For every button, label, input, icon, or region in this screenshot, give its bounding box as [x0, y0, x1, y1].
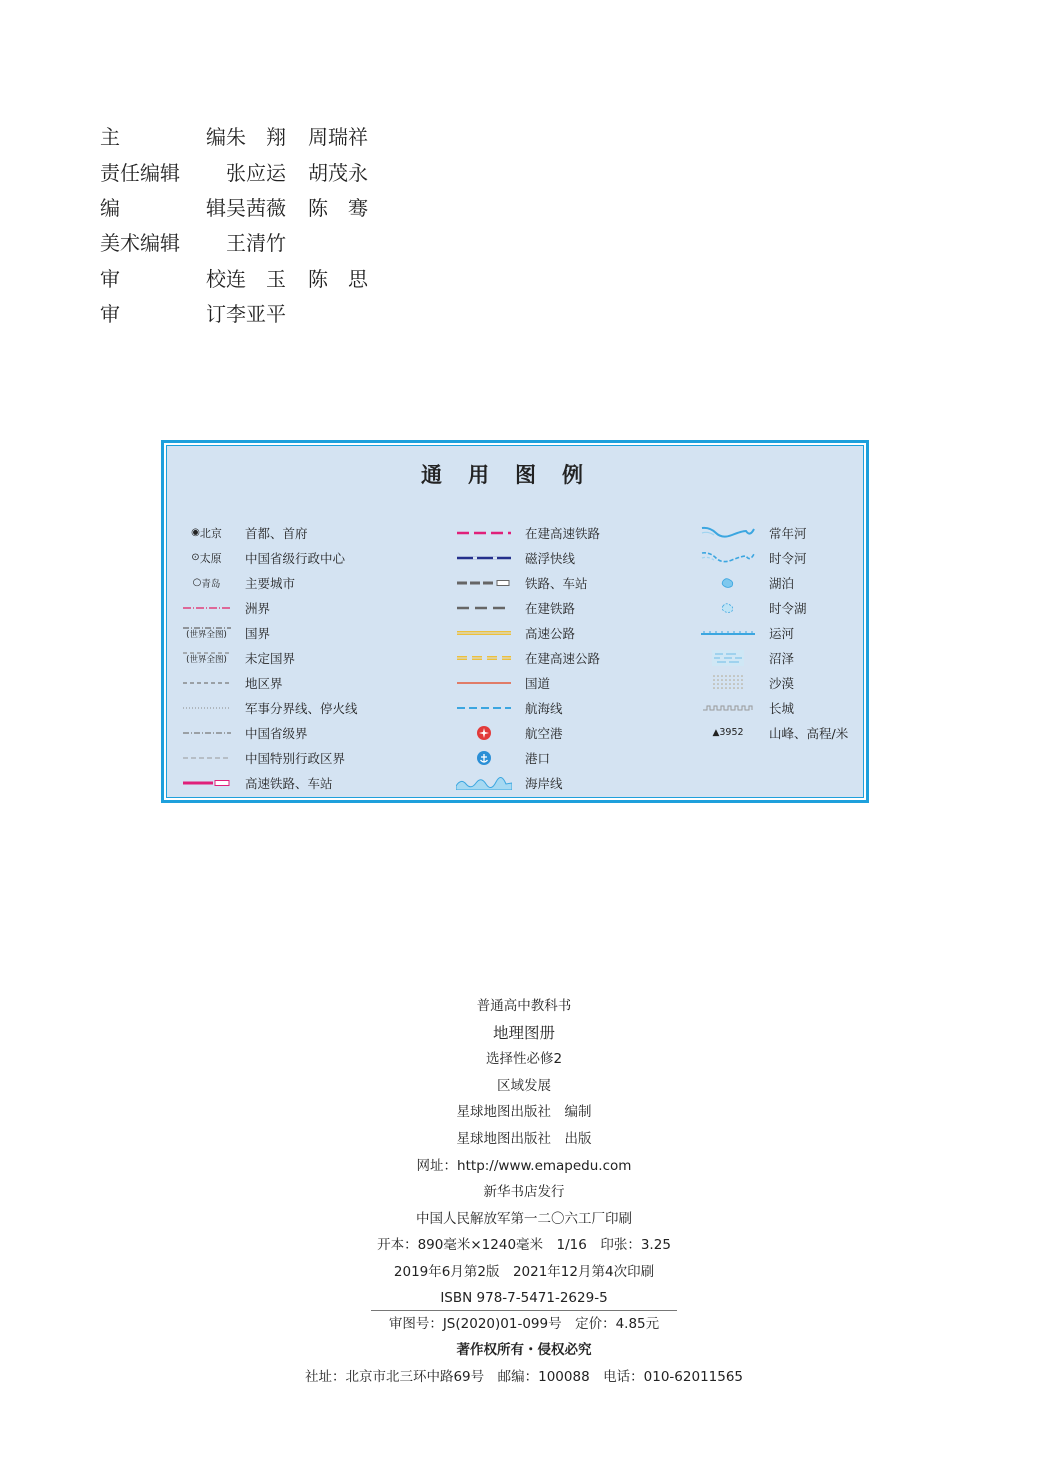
legend-item: 在建高速公路 [454, 645, 600, 670]
national-road-symbol [454, 673, 514, 693]
book-title: 地理图册 [492, 1023, 555, 1042]
national-boundary-symbol: (世界全图) [186, 629, 227, 640]
capital-symbol: ◉ 北京 [191, 526, 222, 540]
credit-row [100, 260, 368, 295]
credit-names: 朱 翔 周瑞祥 [226, 125, 368, 150]
seasonal-river-symbol [698, 548, 758, 568]
credit-names: 李亚平 [226, 302, 286, 327]
edition-info: 2019年6月第2版 2021年12月第4次印刷 [393, 1263, 655, 1280]
legend-item: 沙漠 [698, 670, 848, 695]
sea-route-symbol [454, 698, 514, 718]
legend-item: 港口 [454, 745, 600, 770]
ceasefire-line-symbol [178, 698, 235, 718]
marsh-symbol [698, 648, 758, 668]
credit-role: 责任编辑 [100, 160, 180, 185]
credit-row [100, 189, 368, 224]
region-boundary-symbol [178, 673, 235, 693]
book-subtitle: 选择性必修2 [485, 1051, 563, 1068]
series-name: 普通高中教科书 [476, 998, 572, 1014]
legend-item: 时令河 [698, 545, 848, 570]
legend-item: 中国省级界 [178, 720, 358, 745]
legend-item: 海岸线 [454, 770, 600, 795]
continent-boundary-symbol [178, 598, 235, 618]
legend-title: 通用图例 [421, 463, 609, 487]
website: 网址：http://www.emapedu.com [416, 1157, 632, 1174]
legend-column-3 [698, 520, 848, 745]
lake-icon [698, 573, 758, 593]
credit-row [100, 295, 368, 330]
credit-names: 连 玉 陈 思 [226, 266, 368, 291]
credit-role: 美术编辑 [100, 231, 180, 256]
expressway-symbol [454, 623, 514, 643]
credit-row [100, 153, 368, 188]
great-wall-symbol [698, 698, 758, 718]
coastline-symbol [454, 773, 514, 793]
credit-names: 王清竹 [226, 231, 286, 256]
perennial-river-symbol [698, 523, 758, 543]
major-city-symbol: ○ 青岛 [192, 577, 221, 590]
credit-role: 审 订 [100, 302, 226, 327]
legend-item: 沼泽 [698, 645, 848, 670]
isbn: ISBN 978-7-5471-2629-5 [440, 1289, 608, 1306]
credit-names: 张应运 胡茂永 [226, 160, 368, 185]
seasonal-lake-icon [698, 598, 758, 618]
airport-icon [454, 723, 514, 743]
provincial-capital-symbol: ⊙ 太原 [191, 551, 222, 565]
credits-list [100, 118, 368, 330]
legend-item: 长城 [698, 695, 848, 720]
credit-role: 主 编 [100, 125, 226, 150]
legend-item: 国道 [454, 670, 600, 695]
legend-item: 运河 [698, 620, 848, 645]
mountain-peak-icon: ▲ 3952 [712, 727, 744, 738]
legend-item: 高速铁路、车站 [178, 770, 358, 795]
legend-item: 地区界 [178, 670, 358, 695]
legend-item: 铁路、车站 [454, 570, 600, 595]
credit-row [100, 224, 368, 259]
publisher-address: 社址：北京市北三环中路69号 邮编：100088 电话：010-62011565 [304, 1368, 744, 1385]
maglev-symbol [454, 548, 514, 568]
legend-item: 常年河 [698, 520, 848, 545]
compiler: 星球地图出版社 编制 [456, 1104, 592, 1121]
copyright-notice: 著作权所有・侵权必究 [456, 1342, 592, 1359]
legend-item: 航海线 [454, 695, 600, 720]
legend-item: ◉ 北京 首都、首府 [178, 520, 358, 545]
format-info: 开本：890毫米×1240毫米 1/16 印张：3.25 [377, 1237, 671, 1254]
legend-item: 洲界 [178, 595, 358, 620]
printer: 中国人民解放军第一二〇六工厂印刷 [416, 1210, 632, 1227]
legend-item: 时令湖 [698, 595, 848, 620]
book-topic: 区域发展 [497, 1077, 551, 1094]
sar-boundary-symbol [178, 748, 235, 768]
legend-item: (世界全图) 国界 [178, 620, 358, 645]
copyright-imprint [0, 993, 1048, 1390]
legend-item: 在建铁路 [454, 595, 600, 620]
legend-item: 湖泊 [698, 570, 848, 595]
railway-under-construction-symbol [454, 598, 514, 618]
legend-item: 在建高速铁路 [454, 520, 600, 545]
expressway-under-construction-symbol [454, 648, 514, 668]
legend-item: (世界全图) 未定国界 [178, 645, 358, 670]
publisher: 星球地图出版社 出版 [456, 1130, 592, 1147]
hsr-under-construction-symbol [454, 523, 514, 543]
port-anchor-icon [454, 748, 514, 768]
legend-item: 中国特别行政区界 [178, 745, 358, 770]
credit-row [100, 118, 368, 153]
provincial-boundary-symbol [178, 723, 235, 743]
credit-names: 吴茜薇 陈 骞 [226, 195, 368, 220]
legend-item: 磁浮快线 [454, 545, 600, 570]
legend-item: 军事分界线、停火线 [178, 695, 358, 720]
credit-role: 审 校 [100, 266, 226, 291]
legend-item: ▲ 3952 山峰、高程/米 [698, 720, 848, 745]
credit-role: 编 辑 [100, 195, 226, 220]
high-speed-rail-symbol [178, 773, 235, 793]
legend-column-1 [178, 520, 358, 795]
legend-column-2 [454, 520, 600, 795]
undetermined-boundary-symbol: (世界全图) [186, 654, 227, 665]
legend-item: ○ 青岛 主要城市 [178, 570, 358, 595]
distributor: 新华书店发行 [483, 1184, 565, 1201]
legend-item: ⊙ 太原 中国省级行政中心 [178, 545, 358, 570]
legend-item: 航空港 [454, 720, 600, 745]
general-legend [161, 440, 869, 803]
legend-item: 高速公路 [454, 620, 600, 645]
canal-symbol [698, 623, 758, 643]
railway-symbol [454, 573, 514, 593]
desert-symbol [698, 673, 758, 693]
map-review-number: 审图号：JS(2020)01-099号 定价：4.85元 [388, 1315, 660, 1332]
